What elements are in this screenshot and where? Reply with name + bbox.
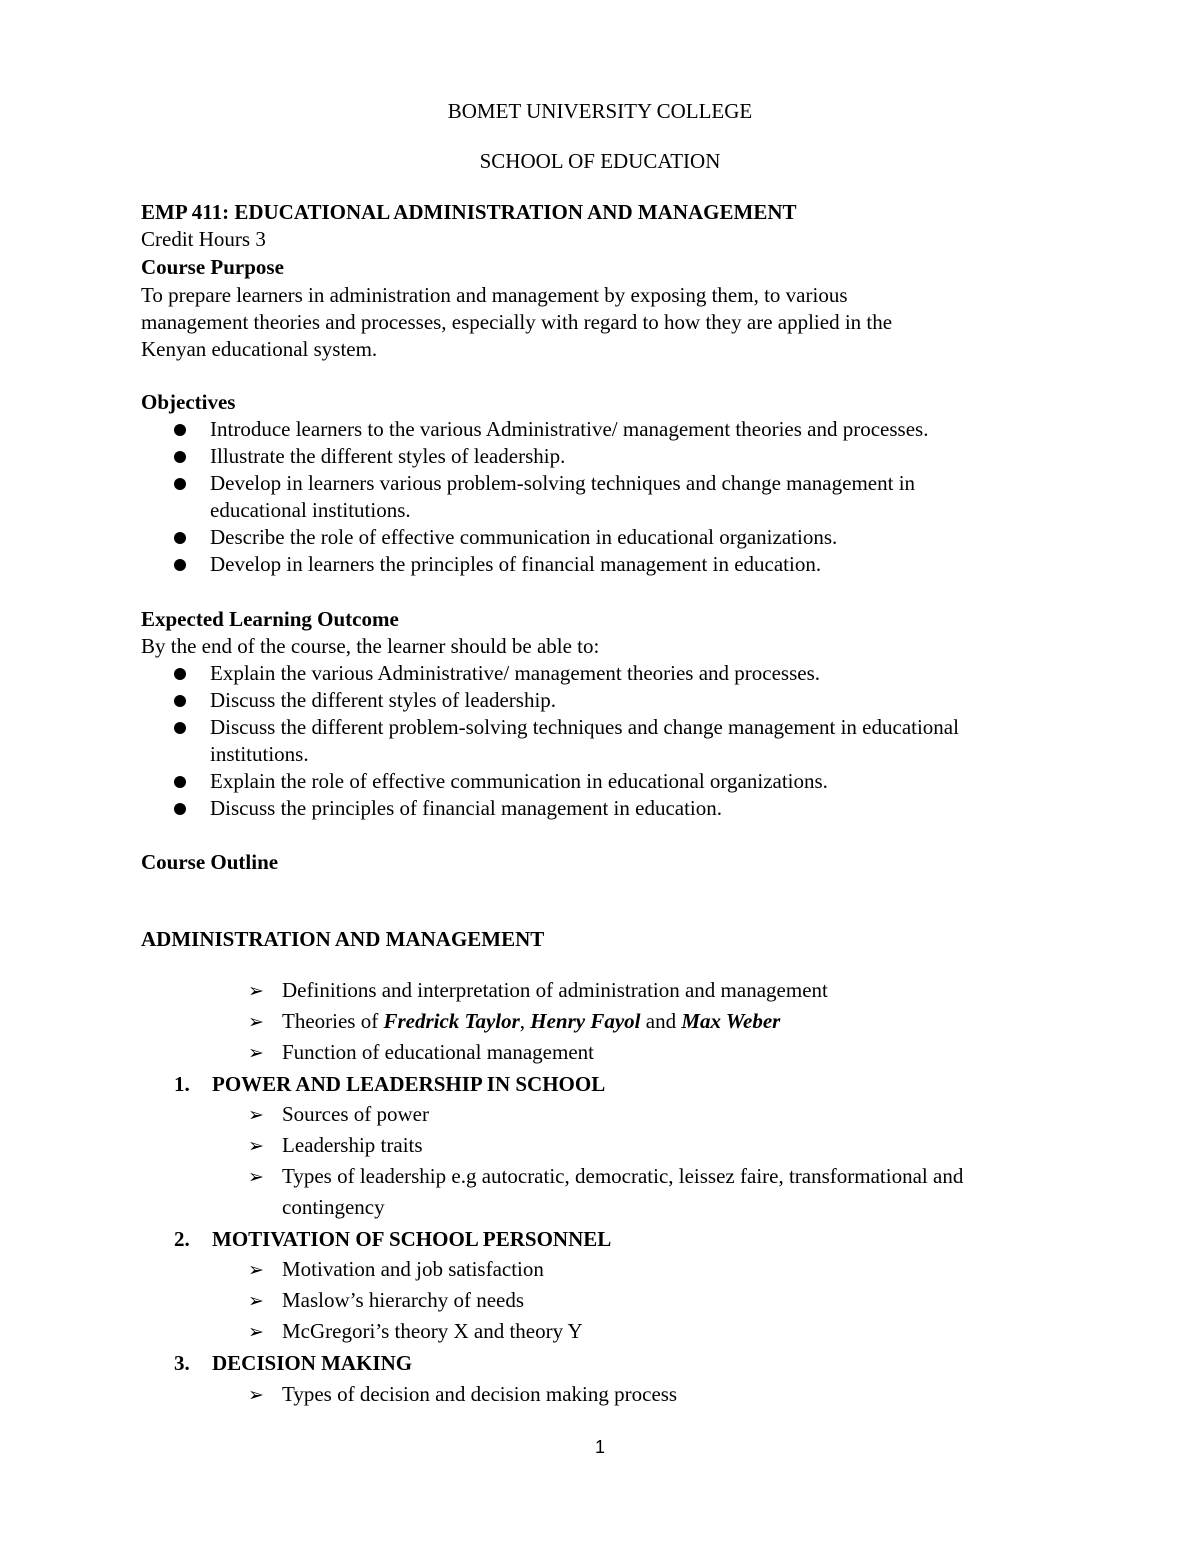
theorist-fayol: Henry Fayol xyxy=(530,1009,641,1033)
outcomes-intro: By the end of the course, the learner should be able to: xyxy=(141,634,600,658)
arrow-bullet-icon: ➢ xyxy=(248,1042,264,1064)
admin-item: Function of educational management xyxy=(282,1040,594,1064)
outcome-item: Discuss the different problem-solving techniques and change management in educational xyxy=(210,715,959,739)
arrow-bullet-icon: ➢ xyxy=(248,1166,264,1188)
bullet-icon xyxy=(174,668,186,680)
section-number: 2. xyxy=(174,1227,190,1251)
bullet-icon xyxy=(174,559,186,571)
objective-item: Illustrate the different styles of leadership. xyxy=(210,444,566,468)
section-item: McGregori’s theory X and theory Y xyxy=(282,1319,583,1343)
section-item: Sources of power xyxy=(282,1102,429,1126)
purpose-line: Kenyan educational system. xyxy=(141,337,378,361)
admin-heading: ADMINISTRATION AND MANAGEMENT xyxy=(141,927,545,951)
section-item: Maslow’s hierarchy of needs xyxy=(282,1288,525,1312)
bullet-icon xyxy=(174,424,186,436)
outline-heading: Course Outline xyxy=(141,850,279,874)
bullet-icon xyxy=(174,451,186,463)
objective-item: Describe the role of effective communication in educational organizations. xyxy=(210,525,838,549)
section-number: 1. xyxy=(174,1072,190,1096)
institution-name: BOMET UNIVERSITY COLLEGE xyxy=(447,99,753,123)
purpose-line: management theories and processes, especially with regard to how they are applied in the xyxy=(141,310,893,334)
outcome-item: Explain the various Administrative/ management theories and processes. xyxy=(210,661,821,685)
section-title: MOTIVATION OF SCHOOL PERSONNEL xyxy=(212,1227,612,1251)
bullet-icon xyxy=(174,695,186,707)
section-item: Types of leadership e.g autocratic, democratic, leissez faire, transformational and xyxy=(282,1164,964,1188)
objectives-heading: Objectives xyxy=(141,390,236,414)
admin-item: Definitions and interpretation of administration and management xyxy=(282,978,828,1002)
bullet-icon xyxy=(174,776,186,788)
section-item: Types of decision and decision making process xyxy=(282,1382,678,1406)
arrow-bullet-icon: ➢ xyxy=(248,1290,264,1312)
page-number: 1 xyxy=(594,1437,605,1457)
objective-item: Develop in learners various problem-solving techniques and change management in xyxy=(210,471,916,495)
arrow-bullet-icon: ➢ xyxy=(248,1104,264,1126)
purpose-heading: Course Purpose xyxy=(141,255,284,279)
arrow-bullet-icon: ➢ xyxy=(248,1135,264,1157)
section-title: POWER AND LEADERSHIP IN SCHOOL xyxy=(212,1072,606,1096)
objective-item: Develop in learners the principles of financial management in education. xyxy=(210,552,822,576)
outcomes-heading: Expected Learning Outcome xyxy=(141,607,399,631)
objective-item-continued: educational institutions. xyxy=(210,498,411,522)
bullet-icon xyxy=(174,478,186,490)
separator-comma: , xyxy=(519,1009,531,1033)
outcome-item-continued: institutions. xyxy=(210,742,309,766)
arrow-bullet-icon: ➢ xyxy=(248,1321,264,1343)
section-title: DECISION MAKING xyxy=(212,1351,413,1375)
section-number: 3. xyxy=(174,1351,190,1375)
outcome-item: Discuss the different styles of leadership. xyxy=(210,688,557,712)
section-item: Leadership traits xyxy=(282,1133,423,1157)
outcome-item: Explain the role of effective communication in educational organizations. xyxy=(210,769,828,793)
course-title: EMP 411: EDUCATIONAL ADMINISTRATION AND MANAGEMENT xyxy=(141,200,797,224)
arrow-bullet-icon: ➢ xyxy=(248,1011,264,1033)
separator-and: and xyxy=(640,1009,682,1033)
credit-hours: Credit Hours 3 xyxy=(141,227,266,251)
theorist-taylor: Fredrick Taylor xyxy=(383,1009,520,1033)
section-item: Motivation and job satisfaction xyxy=(282,1257,544,1281)
theorist-weber: Max Weber xyxy=(681,1009,781,1033)
arrow-bullet-icon: ➢ xyxy=(248,1259,264,1281)
arrow-bullet-icon: ➢ xyxy=(248,1384,264,1406)
purpose-line: To prepare learners in administration and management by exposing them, to various xyxy=(141,283,848,307)
outcome-item: Discuss the principles of financial management in education. xyxy=(210,796,723,820)
admin-item-theories xyxy=(282,1008,780,1035)
arrow-bullet-icon: ➢ xyxy=(248,980,264,1002)
section-item-continued: contingency xyxy=(282,1195,385,1219)
theories-prefix: Theories of xyxy=(282,1009,384,1033)
school-name: SCHOOL OF EDUCATION xyxy=(479,149,721,173)
bullet-icon xyxy=(174,803,186,815)
objective-item: Introduce learners to the various Administrative/ management theories and processes. xyxy=(210,417,929,441)
bullet-icon xyxy=(174,532,186,544)
bullet-icon xyxy=(174,722,186,734)
